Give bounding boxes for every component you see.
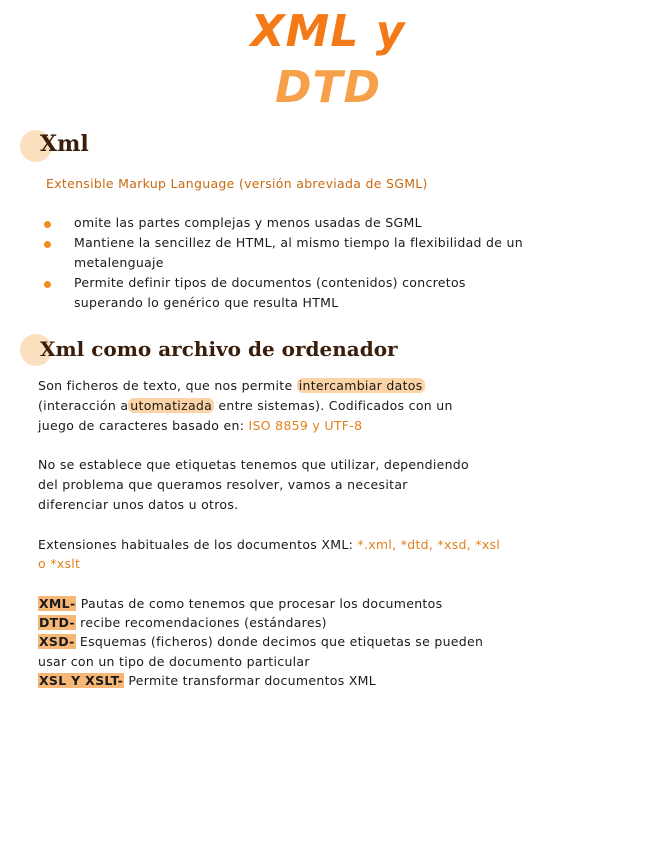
definition-text: Esquemas (ficheros) donde decimos que etiquetas se pueden [75,634,484,649]
definition-text: usar con un tipo de documento particular [38,654,310,669]
bullet-item: omite las partes complejas y menos usadas de SGML [74,215,422,230]
definition-text: Pautas de como tenemos que procesar los documentos [76,596,443,611]
definition-line [38,596,442,611]
xml-subtitle: Extensible Markup Language (versión abreviada de SGML) [46,176,428,191]
text: Extensiones habituales de los documentos XML: [38,537,358,552]
accent-text: ISO 8859 y UTF-8 [248,418,363,433]
definition-term: XSD- [39,634,75,649]
paragraph-line: o *xslt [38,556,81,571]
definition-line [38,634,483,649]
bullet-dot [44,221,51,228]
highlighted-text: intercambiar datos [298,378,423,393]
section-heading-xml: Xml [40,131,89,157]
definition-line [38,673,376,688]
bullet-dot [44,241,51,248]
text: Son ficheros de texto, que nos permite [38,378,297,393]
paragraph-line: del problema que queramos resolver, vamos a necesitar [38,477,408,492]
definition-term: XML- [39,596,76,611]
paragraph-line [38,398,453,413]
paragraph-line [38,418,362,433]
bullet-dot [44,281,51,288]
definition-line [38,654,310,669]
text: (interacción a [38,398,129,413]
text: entre sistemas). Codificados con un [214,398,453,413]
page-title-line-2: DTD [274,62,382,113]
definition-text: recibe recomendaciones (estándares) [75,615,327,630]
bullet-item-continuation: superando lo genérico que resulta HTML [74,295,339,310]
paragraph-line: diferenciar unos datos u otros. [38,497,239,512]
paragraph-line [38,537,500,552]
definition-term: DTD- [39,615,75,630]
section-heading-archivo: Xml como archivo de ordenador [40,337,398,361]
paragraph-line [38,378,425,393]
definition-text: Permite transformar documentos XML [124,673,377,688]
page-title-line-1: XML y [250,6,406,57]
definition-line [38,615,327,630]
accent-text: *.xml, *dtd, *xsd, *xsl [357,537,501,552]
bullet-item-continuation: metalenguaje [74,255,164,270]
text: juego de caracteres basado en: [38,418,249,433]
highlighted-text: utomatizada [130,398,213,413]
bullet-item: Permite definir tipos de documentos (contenidos) concretos [74,275,466,290]
bullet-item: Mantiene la sencillez de HTML, al mismo tiempo la flexibilidad de un [74,235,523,250]
definition-term: XSL Y XSLT- [39,673,124,688]
paragraph-line: No se establece que etiquetas tenemos que utilizar, dependiendo [38,457,469,472]
